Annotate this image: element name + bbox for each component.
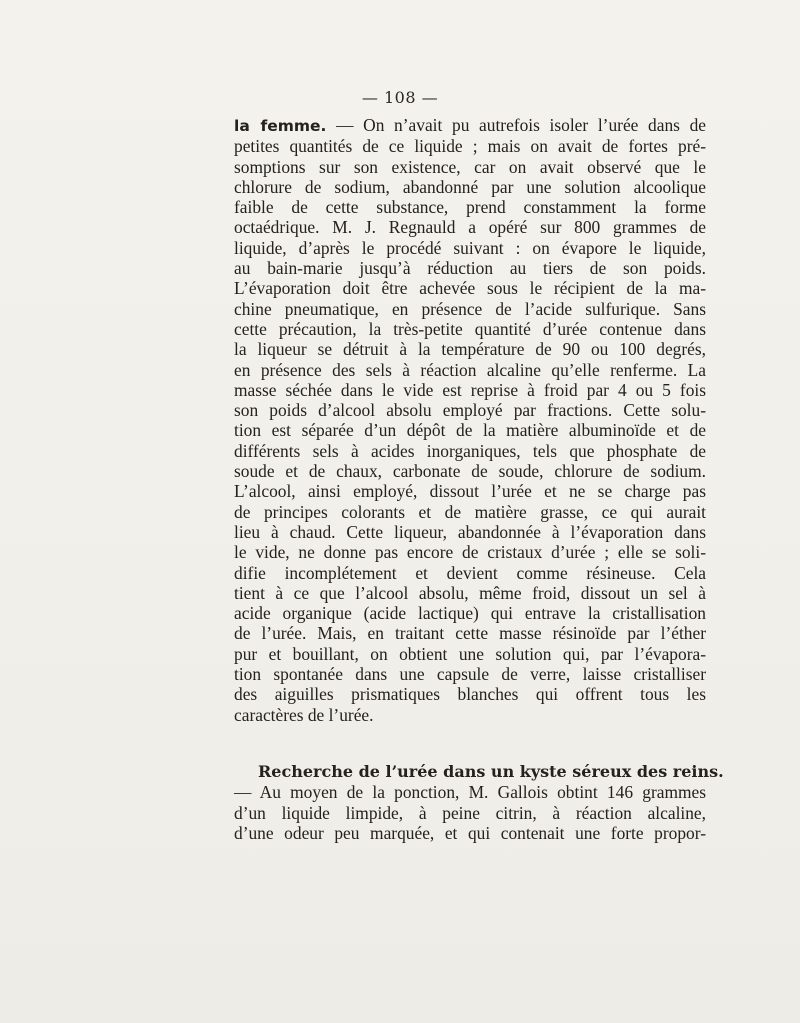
text-line: chlorure de sodium, abandonné par une solution alcoolique (234, 176, 706, 197)
text-line: tion est séparée d’un dépôt de la matière albuminoïde et de (234, 420, 706, 441)
text-line: petites quantités de ce liquide ; mais on avait de fortes pré- (234, 136, 706, 157)
text-line: masse séchée dans le vide est reprise à froid par 4 ou 5 fois (234, 379, 706, 400)
text-line: L’évaporation doit être achevée sous le récipient de la ma- (234, 278, 706, 299)
text-line: soude et de chaux, carbonate de soude, chlorure de sodium. (234, 461, 706, 482)
text-line: en présence des sels à réaction alcaline qu’elle renferme. La (234, 359, 706, 380)
page-number: — 108 — (361, 88, 439, 107)
text-line: cette précaution, la très-petite quantité d’urée contenue dans (234, 318, 706, 339)
text-line: octaédrique. M. J. Regnauld a opéré sur 800 grammes de (234, 217, 706, 238)
text-line: faible de cette substance, prend constamment la forme (234, 197, 706, 218)
section-heading: Recherche de l’urée dans un kyste séreux des reins. (258, 762, 724, 781)
section-heading-line (234, 761, 724, 782)
text-line: son poids d’alcool absolu employé par fractions. Cette solu- (234, 400, 706, 421)
text-line: différents sels à acides inorganiques, tels que phosphate de (234, 440, 706, 461)
text-line: lieu à chaud. Cette liqueur, abandonnée à l’évaporation dans (234, 521, 706, 542)
text-line: chine pneumatique, en présence de l’acide sulfurique. Sans (234, 298, 706, 319)
text-line: tion spontanée dans une capsule de verre, laisse cristalliser (234, 664, 706, 685)
text-line: d’une odeur peu marquée, et qui contenait une forte propor- (234, 822, 706, 843)
text-line: L’alcool, ainsi employé, dissout l’urée et ne se charge pas (234, 481, 706, 502)
text-line: des aiguilles prismatiques blanches qui offrent tous les (234, 684, 706, 705)
text-line: le vide, ne donne pas encore de cristaux d’urée ; elle se soli- (234, 542, 706, 563)
text-line: acide organique (acide lactique) qui entrave la cristallisation (234, 603, 706, 624)
text-run: — On n’avait pu autrefois isoler l’urée dans de (326, 115, 706, 135)
text-line: d’un liquide limpide, à peine citrin, à réaction alcaline, (234, 802, 706, 823)
text-line: — Au moyen de la ponction, M. Gallois obtint 146 grammes (234, 782, 706, 803)
text-line: pur et bouillant, on obtient une solution qui, par l’évapora- (234, 643, 706, 664)
text-line: la liqueur se détruit à la température de 90 ou 100 degrés, (234, 339, 706, 360)
text-line: somptions sur son existence, car on avait observé que le (234, 156, 706, 177)
text-line: au bain-marie jusqu’à réduction au tiers de son poids. (234, 258, 706, 279)
run-in-heading: la femme. (234, 117, 327, 135)
text-line (234, 115, 706, 136)
text-line: tient à ce que l’alcool absolu, même froid, dissout un sel à (234, 582, 706, 603)
text-line: difie incomplétement et devient comme résineuse. Cela (234, 562, 706, 583)
text-line: de l’urée. Mais, en traitant cette masse résinoïde par l’éther (234, 623, 706, 644)
paragraph-renal-cyst (234, 761, 724, 843)
text-line: liquide, d’après le procédé suivant : on évapore le liquide, (234, 237, 706, 258)
text-line: de principes colorants et de matière grasse, ce qui aurait (234, 501, 706, 522)
paragraph-urea-isolation (234, 115, 706, 725)
text-line: caractères de l’urée. (234, 704, 374, 725)
